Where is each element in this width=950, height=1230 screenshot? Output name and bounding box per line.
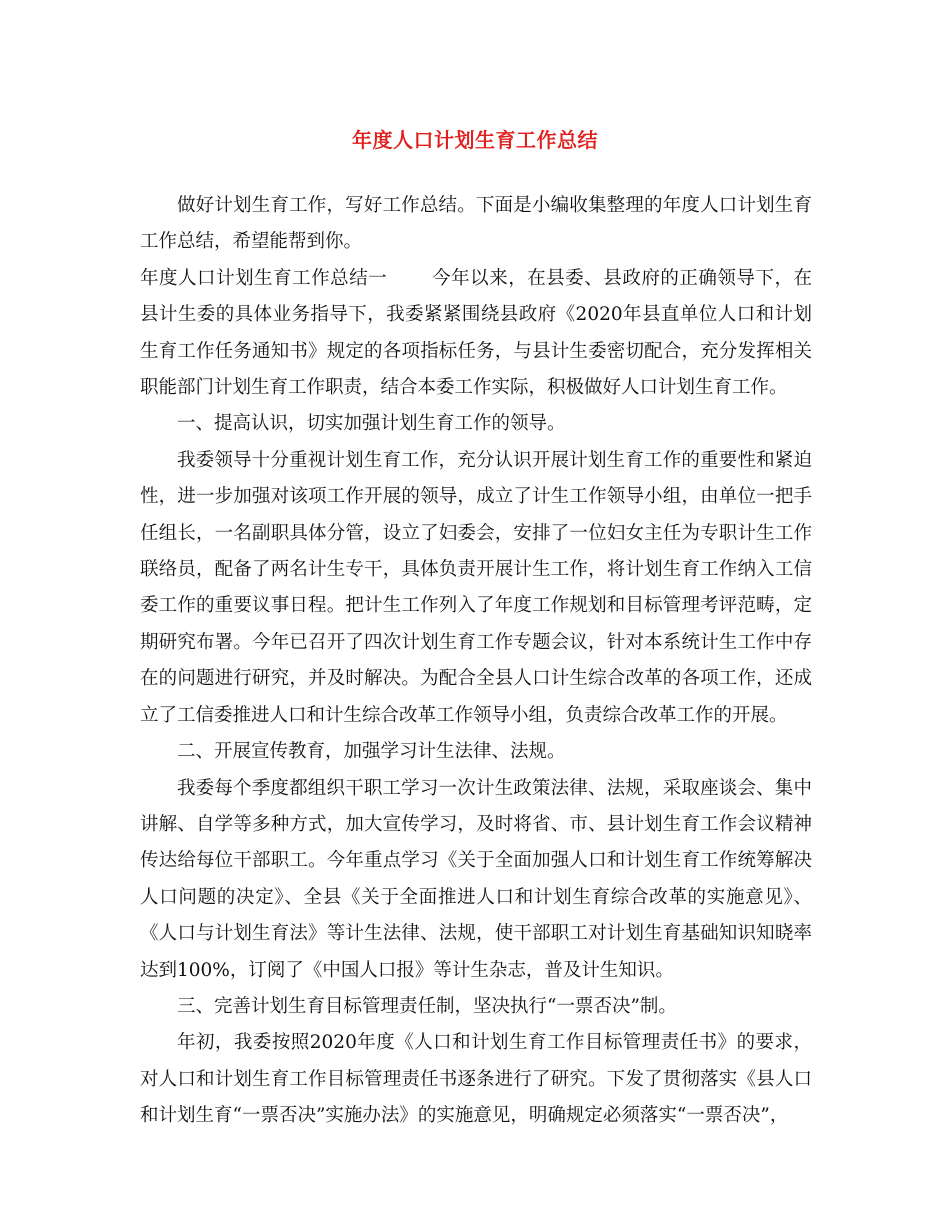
paragraph-one: 我委领导十分重视计划生育工作，充分认识开展计划生育工作的重要性和紧迫性，进一步加强对该项工作开展的领导，成立了计生工作领导小组，由单位一把手任组长，一名副职具体分管，设立了妇委会，安排了一位妇女主任为专职计生工作联络员，配备了两名计生专干，具体负责开展计生工作，将计划生育工作纳入工信委工作的重要议事日程。把计生工作列入了年度工作规划和目标管理考评范畴，定期研究布署。今年已召开了四次计划生育工作专题会议，针对本系统计生工作中存在的问题进行研究，并及时解决。为配合全县人口计生综合改革的各项工作，还成立了工信委推进人口和计生综合改革工作领导小组，负责综合改革工作的开展。 [140,449,812,726]
heading-one: 一、提高认识，切实加强计划生育工作的领导。 [177,413,566,435]
paragraph-three: 年初，我委按照2020年度《人口和计划生育工作目标管理责任书》的要求，对人口和计划生育工作目标管理责任书逐条进行了研究。下发了贯彻落实《县人口和计划生育“一票否决”实施办法》的实施意见，明确规定必须落实“一票否决”， [140,1032,812,1127]
intro-paragraph: 做好计划生育工作，写好工作总结。下面是小编收集整理的年度人口计划生育工作总结，希望能帮到你。 [140,195,812,253]
section-one-paragraph [140,261,812,407]
document-title: 年度人口计划生育工作总结 [352,128,598,152]
section-label: 年度人口计划生育工作总结一 [140,267,388,289]
section-opening: 今年以来，在县委、县政府的正确领导下，在县计生委的具体业务指导下，我委紧紧围绕县政府《2020年县直单位人口和计划生育工作任务通知书》规定的各项指标任务，与县计生委密切配合，充分发挥相关职能部门计划生育工作职责，结合本委工作实际，积极做好人口计划生育工作。 [140,267,812,399]
document-body [140,188,812,1135]
heading-two: 二、开展宣传教育，加强学习计生法律、法规。 [177,741,566,763]
heading-three: 三、完善计划生育目标管理责任制，坚决执行“一票否决”制。 [177,995,677,1017]
paragraph-two: 我委每个季度都组织干职工学习一次计生政策法律、法规，采取座谈会、集中讲解、自学等多种方式，加大宣传学习，及时将省、市、县计划生育工作会议精神传达给每位干部职工。今年重点学习《关于全面加强人口和计划生育工作统筹解决人口问题的决定》、全县《关于全面推进人口和计划生育综合改革的实施意见》、《人口与计划生育法》等计生法律、法规，使干部职工对计划生育基础知识知晓率达到100%，订阅了《中国人口报》等计生杂志，普及计生知识。 [140,777,812,981]
